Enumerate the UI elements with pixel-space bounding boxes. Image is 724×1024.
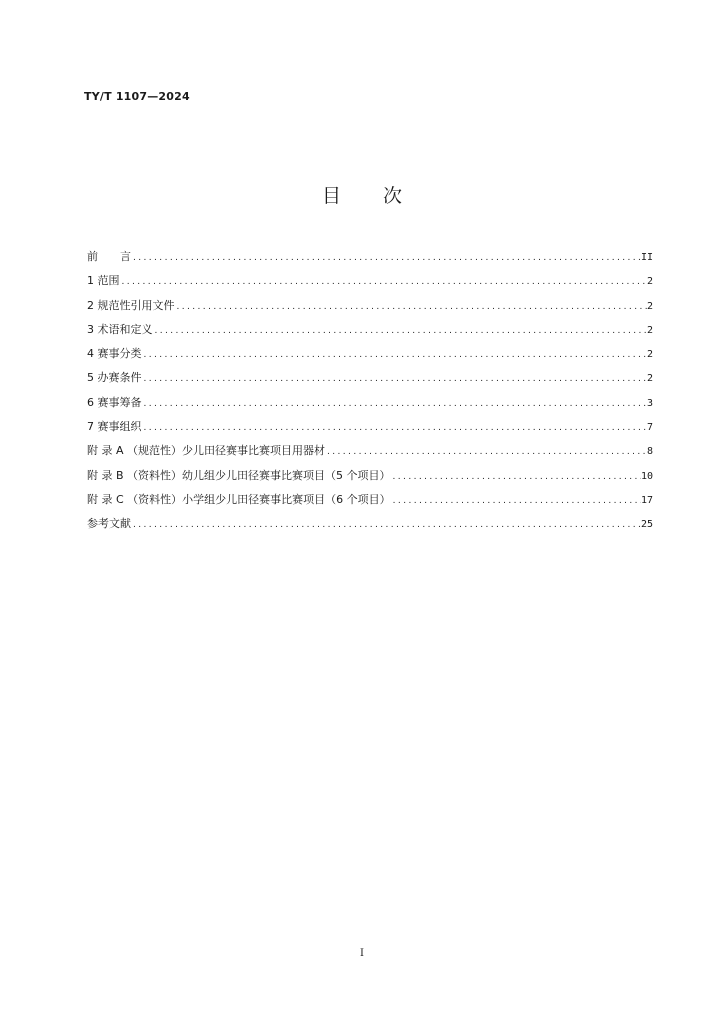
toc-entry-page: 17 bbox=[640, 494, 653, 506]
toc-entry-page: II bbox=[640, 252, 653, 263]
toc-entry-page: 25 bbox=[640, 519, 653, 531]
toc-entry-label: 附 录 C （资料性）小学组少儿田径赛事比赛项目（6 个项目） bbox=[87, 492, 391, 506]
toc-entry-terms-definitions[interactable] bbox=[87, 321, 653, 345]
toc-entry-label: 附 录 B （资料性）幼儿组少儿田径赛事比赛项目（5 个项目） bbox=[87, 468, 391, 482]
toc-entry-label: 前 言 bbox=[87, 250, 131, 263]
toc-entry-appendix-c[interactable] bbox=[87, 491, 653, 515]
toc-entry-label: 参考文献 bbox=[87, 517, 131, 531]
toc-entry-appendix-b[interactable] bbox=[87, 467, 653, 491]
toc-entry-page: 2 bbox=[646, 276, 653, 288]
toc-dot-leader bbox=[155, 326, 647, 336]
toc-entry-label: 附 录 A （规范性）少儿田径赛事比赛项目用器材 bbox=[87, 444, 326, 458]
toc-entry-label: 5 办赛条件 bbox=[87, 371, 142, 385]
toc-entry-label: 1 范围 bbox=[87, 274, 120, 288]
toc-entry-appendix-a[interactable] bbox=[87, 442, 653, 466]
toc-entry-page: 8 bbox=[646, 446, 653, 458]
toc-dot-leader bbox=[144, 374, 647, 384]
toc-entry-page: 7 bbox=[646, 422, 653, 434]
toc-dot-leader bbox=[327, 447, 647, 457]
toc-entry-label: 3 术语和定义 bbox=[87, 322, 153, 336]
toc-dot-leader bbox=[177, 302, 647, 312]
toc-dot-leader bbox=[144, 423, 647, 433]
toc-entry-page: 2 bbox=[646, 373, 653, 385]
toc-entry-page: 2 bbox=[646, 324, 653, 336]
toc-entry-event-preparation[interactable] bbox=[87, 394, 653, 418]
standard-code: TY/T 1107—2024 bbox=[84, 90, 190, 103]
toc-dot-leader bbox=[122, 277, 647, 287]
toc-entry-label: 7 赛事组织 bbox=[87, 420, 142, 434]
toc-dot-leader bbox=[393, 472, 641, 482]
toc-entry-bibliography[interactable] bbox=[87, 515, 653, 539]
toc-dot-leader bbox=[144, 399, 647, 409]
toc-entry-page: 10 bbox=[640, 470, 653, 482]
toc-entry-page: 3 bbox=[646, 397, 653, 409]
toc-entry-page: 2 bbox=[646, 300, 653, 312]
toc-entry-label: 4 赛事分类 bbox=[87, 347, 142, 361]
toc-entry-label: 6 赛事筹备 bbox=[87, 395, 142, 409]
table-of-contents bbox=[87, 248, 653, 540]
toc-entry-normative-references[interactable] bbox=[87, 297, 653, 321]
page-number: I bbox=[360, 948, 364, 959]
toc-entry-hosting-conditions[interactable] bbox=[87, 369, 653, 393]
toc-entry-foreword[interactable] bbox=[87, 248, 653, 272]
toc-dot-leader bbox=[144, 350, 647, 360]
toc-entry-event-classification[interactable] bbox=[87, 345, 653, 369]
toc-dot-leader bbox=[133, 520, 641, 530]
toc-entry-event-organization[interactable] bbox=[87, 418, 653, 442]
toc-entry-page: 2 bbox=[646, 349, 653, 361]
toc-title: 目 次 bbox=[321, 185, 421, 207]
toc-entry-label: 2 规范性引用文件 bbox=[87, 298, 175, 312]
toc-dot-leader bbox=[393, 496, 641, 506]
toc-dot-leader bbox=[133, 253, 641, 263]
toc-entry-scope[interactable] bbox=[87, 272, 653, 296]
